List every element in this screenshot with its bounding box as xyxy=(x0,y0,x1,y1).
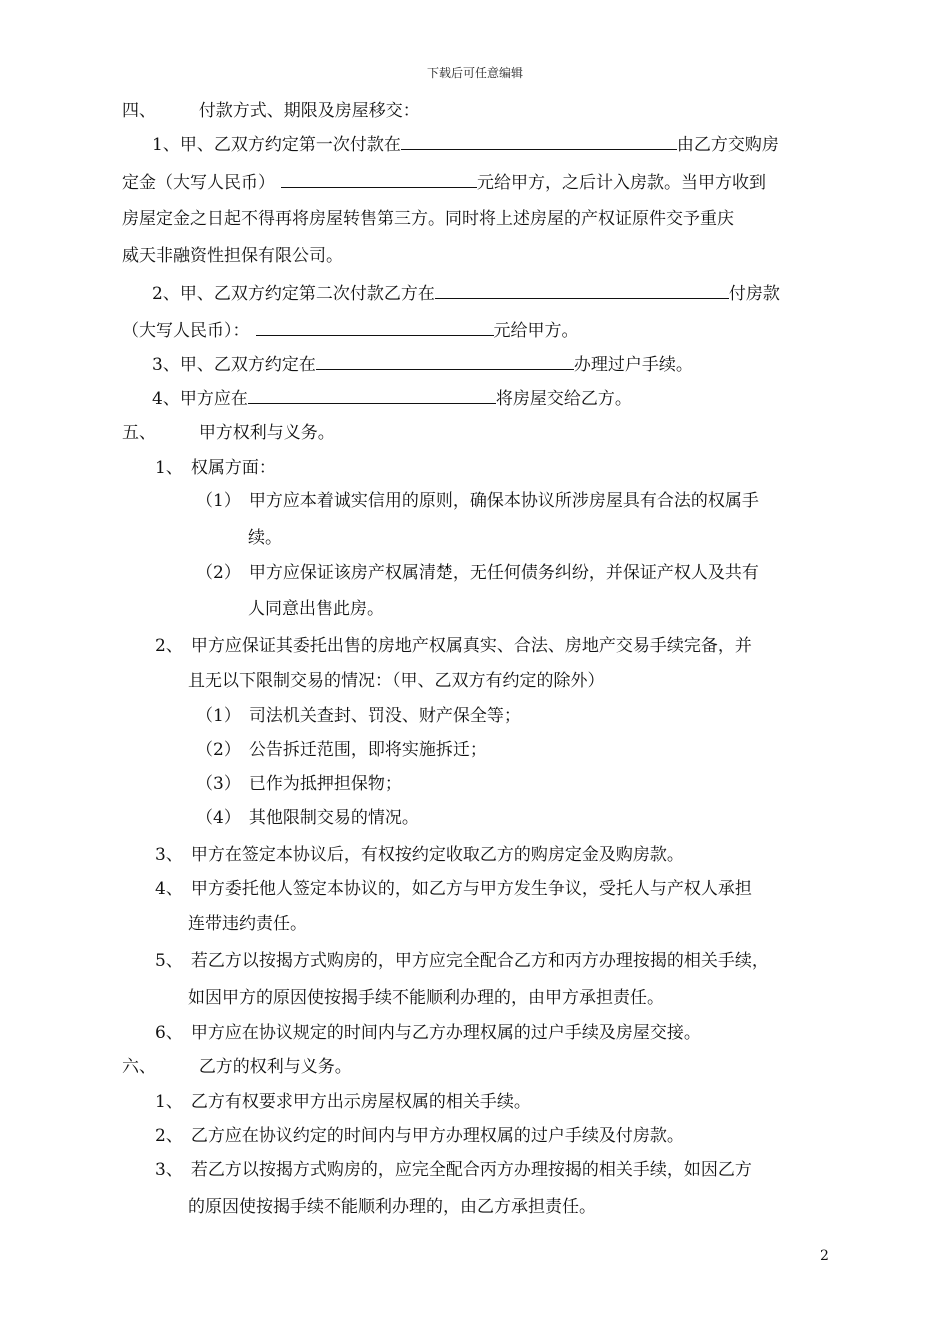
subitem-5-2-4 xyxy=(196,807,419,829)
section-title: 付款方式、期限及房屋移交： xyxy=(198,101,420,121)
subitem-number: （1） xyxy=(196,706,241,726)
item-number: 5、 xyxy=(155,951,183,971)
subitem-5-1-1 xyxy=(196,490,759,512)
item-5-6 xyxy=(155,1022,701,1044)
item-5-5-cont: 如因甲方的原因使按揭手续不能顺利办理的，由甲方承担责任。 xyxy=(188,988,664,1008)
clause-text: 由乙方交购房 xyxy=(676,135,779,155)
subitem-5-2-1 xyxy=(196,705,521,727)
item-5-4 xyxy=(155,878,752,900)
item-text: 若乙方以按揭方式购房的，甲方应完全配合乙方和丙方办理按揭的相关手续， xyxy=(190,951,769,971)
page-header: 下载后可任意编辑 xyxy=(426,66,523,80)
subitem-number: （4） xyxy=(196,808,241,828)
item-text: 若乙方以按揭方式购房的，应完全配合丙方办理按揭的相关手续，如因乙方 xyxy=(190,1160,752,1180)
clause-4-1-line2 xyxy=(122,171,766,194)
item-number: 2、 xyxy=(155,636,183,656)
fill-blank[interactable] xyxy=(435,282,729,299)
section-6-heading xyxy=(122,1056,352,1078)
subitem-text: 甲方应本着诚实信用的原则，确保本协议所涉房屋具有合法的权属手 xyxy=(248,491,759,511)
subitem-number: （3） xyxy=(196,774,241,794)
section-4-heading xyxy=(122,100,420,122)
item-number: 6、 xyxy=(155,1023,183,1043)
item-5-4-cont: 连带违约责任。 xyxy=(188,914,307,934)
clause-text: 办理过户手续。 xyxy=(573,355,693,375)
fill-blank[interactable] xyxy=(401,133,677,150)
item-number: 2、 xyxy=(155,1126,183,1146)
clause-text: 将房屋交给乙方。 xyxy=(495,389,632,409)
item-number: 3、 xyxy=(155,845,183,865)
clause-text: 3、甲、乙双方约定在 xyxy=(152,355,316,375)
item-text: 权属方面： xyxy=(190,458,276,478)
subitem-text: 其他限制交易的情况。 xyxy=(248,808,419,828)
section-5-heading xyxy=(122,422,335,444)
fill-blank[interactable] xyxy=(281,171,477,188)
item-5-2 xyxy=(155,635,752,657)
subitem-5-1-2 xyxy=(196,562,759,584)
subitem-text: 甲方应保证该房产权属清楚，无任何债务纠纷，并保证产权人及共有 xyxy=(248,563,759,583)
clause-text: 4、甲方应在 xyxy=(152,389,248,409)
item-5-1 xyxy=(155,457,276,479)
clause-4-1-line3: 房屋定金之日起不得再将房屋转售第三方。同时将上述房屋的产权证原件交予重庆 xyxy=(122,209,734,229)
fill-blank[interactable] xyxy=(256,319,494,336)
subitem-5-1-1-cont: 续。 xyxy=(248,528,282,548)
clause-4-2-line2 xyxy=(122,319,579,342)
clause-4-3 xyxy=(152,353,693,376)
subitem-number: （2） xyxy=(196,740,241,760)
subitem-number: （1） xyxy=(196,491,241,511)
subitem-5-1-2-cont: 人同意出售此房。 xyxy=(248,599,384,619)
clause-text: 定金（大写人民币） xyxy=(122,173,275,193)
clause-text: 付房款 xyxy=(728,284,780,304)
subitem-text: 公告拆迁范围，即将实施拆迁； xyxy=(248,740,487,760)
page-number: 2 xyxy=(820,1248,829,1264)
item-text: 甲方应保证其委托出售的房地产权属真实、合法、房地产交易手续完备，并 xyxy=(190,636,752,656)
item-number: 1、 xyxy=(155,1092,183,1112)
item-6-2 xyxy=(155,1125,684,1147)
item-5-2-cont: 且无以下限制交易的情况：（甲、乙双方有约定的除外） xyxy=(188,671,605,691)
section-number: 六、 xyxy=(122,1057,156,1077)
clause-4-2-line1 xyxy=(152,282,780,305)
item-text: 甲方在签定本协议后，有权按约定收取乙方的购房定金及购房款。 xyxy=(190,845,684,865)
item-6-3-cont: 的原因使按揭手续不能顺利办理的，由乙方承担责任。 xyxy=(188,1197,596,1217)
clause-text: 1、甲、乙双方约定第一次付款在 xyxy=(152,135,401,155)
item-text: 甲方应在协议规定的时间内与乙方办理权属的过户手续及房屋交接。 xyxy=(190,1023,701,1043)
item-6-3 xyxy=(155,1159,752,1181)
item-text: 乙方有权要求甲方出示房屋权属的相关手续。 xyxy=(190,1092,531,1112)
item-number: 4、 xyxy=(155,879,183,899)
subitem-5-2-3 xyxy=(196,773,402,795)
clause-text: 2、甲、乙双方约定第二次付款乙方在 xyxy=(152,284,435,304)
clause-4-1-line4: 威天非融资性担保有限公司。 xyxy=(122,246,343,266)
item-5-3 xyxy=(155,844,684,866)
clause-text: 元给甲方。 xyxy=(493,321,579,341)
fill-blank[interactable] xyxy=(316,353,574,370)
subitem-5-2-2 xyxy=(196,739,487,761)
clause-text: （大写人民币）： xyxy=(122,321,250,341)
item-6-1 xyxy=(155,1091,531,1113)
clause-4-4 xyxy=(152,387,632,410)
section-number: 四、 xyxy=(122,101,156,121)
fill-blank[interactable] xyxy=(248,387,496,404)
section-number: 五、 xyxy=(122,423,156,443)
subitem-text: 司法机关查封、罚没、财产保全等； xyxy=(248,706,521,726)
item-number: 3、 xyxy=(155,1160,183,1180)
subitem-number: （2） xyxy=(196,563,241,583)
section-title: 乙方的权利与义务。 xyxy=(198,1057,352,1077)
clause-4-1-line1 xyxy=(152,133,779,156)
clause-text: 元给甲方，之后计入房款。当甲方收到 xyxy=(477,173,766,193)
item-text: 甲方委托他人签定本协议的，如乙方与甲方发生争议，受托人与产权人承担 xyxy=(190,879,752,899)
item-number: 1、 xyxy=(155,458,183,478)
subitem-text: 已作为抵押担保物； xyxy=(248,774,402,794)
item-text: 乙方应在协议约定的时间内与甲方办理权属的过户手续及付房款。 xyxy=(190,1126,684,1146)
item-5-5 xyxy=(155,950,769,972)
section-title: 甲方权利与义务。 xyxy=(198,423,335,443)
